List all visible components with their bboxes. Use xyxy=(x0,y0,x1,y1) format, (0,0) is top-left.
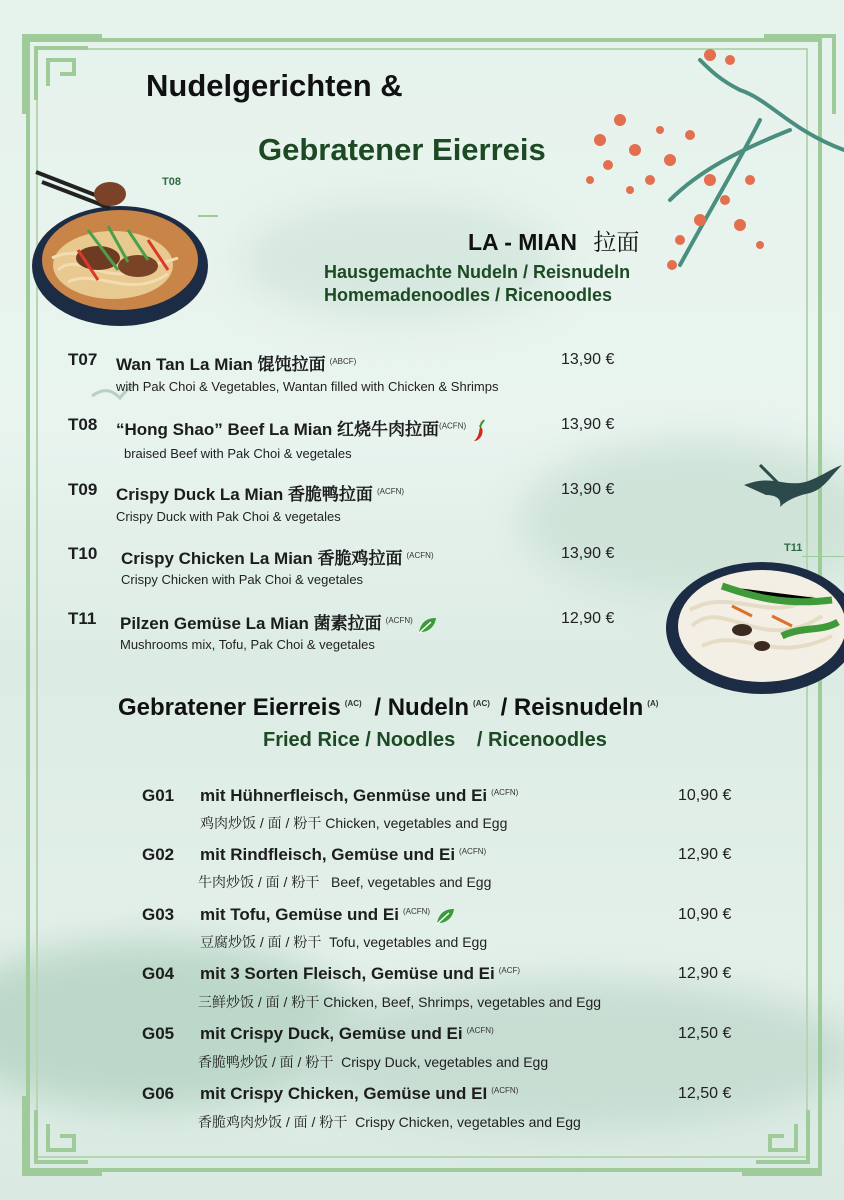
t08-dish-image-label: T08 xyxy=(162,176,181,188)
section-title-part: Gebratener Eierreis xyxy=(118,694,341,721)
item-name: mit Tofu, Gemüse und Ei xyxy=(200,905,399,924)
allergen-tag: (ABCF) xyxy=(329,356,357,366)
t08-beef-lamian-bowl-image xyxy=(28,170,218,330)
item-code: G05 xyxy=(142,1024,175,1043)
item-description: 香脆鸭炒饭 / 面 / 粉干 Crispy Duck, vegetables and Egg xyxy=(198,1054,549,1070)
fried-rice-section-title xyxy=(118,694,658,722)
item-price: 10,90 € xyxy=(678,906,732,923)
item-price: 12,90 € xyxy=(561,610,615,627)
section-title-part: / Nudeln xyxy=(374,694,470,721)
item-description: 豆腐炒饭 / 面 / 粉干 Tofu, vegetables and Egg xyxy=(200,934,488,950)
item-code: T11 xyxy=(68,609,97,628)
t11-dish-image-label: T11 xyxy=(784,542,803,554)
item-description: with Pak Choi & Vegetables, Wantan filled with Chicken & Shrimps xyxy=(116,379,499,394)
item-description: 鸡肉炒饭 / 面 / 粉干 Chicken, vegetables and Egg xyxy=(200,815,508,831)
item-price: 13,90 € xyxy=(561,545,615,562)
corner-ornament-bottom-right xyxy=(736,1090,826,1180)
lamian-subtitle-german: Hausgemachte Nudeln / Reisnudeln xyxy=(324,262,631,282)
allergen-tag: (ACFN) xyxy=(466,1025,494,1035)
item-description: 三鲜炒饭 / 面 / 粉干 Chicken, Beef, Shrimps, vegetables and Egg xyxy=(198,994,602,1010)
allergen-tag: (ACFN) xyxy=(376,486,405,496)
item-name-row xyxy=(200,964,520,984)
allergen-tag: (ACFN) xyxy=(385,615,413,625)
item-name: Crispy Chicken La Mian 香脆鸡拉面 xyxy=(121,549,403,568)
page-title-line1: Nudelgerichten & xyxy=(146,68,403,103)
item-code: T09 xyxy=(68,480,98,499)
allergen-tag: (ACF) xyxy=(498,965,521,975)
item-price: 12,50 € xyxy=(678,1085,732,1102)
item-name: mit Hühnerfleisch, Genmüse und Ei xyxy=(200,786,488,805)
item-name-row xyxy=(200,905,455,925)
item-price: 12,90 € xyxy=(678,965,732,982)
allergen-tag: (ACFN) xyxy=(406,550,434,560)
item-code: G04 xyxy=(142,964,175,983)
vegetarian-leaf-icon xyxy=(435,907,455,925)
item-name: Pilzen Gemüse La Mian 菌素拉面 xyxy=(120,614,382,633)
item-name-row xyxy=(121,544,434,569)
item-name-row xyxy=(116,350,356,375)
vegetarian-leaf-icon xyxy=(417,616,437,634)
allergen-tag: (ACFN) xyxy=(439,421,467,431)
item-code: G01 xyxy=(142,786,175,805)
allergen-tag: (A) xyxy=(647,699,659,708)
item-name: Wan Tan La Mian 馄饨拉面 xyxy=(116,355,326,374)
item-name-row xyxy=(200,845,486,865)
item-code: G02 xyxy=(142,845,175,864)
item-name-row xyxy=(200,1084,518,1104)
allergen-tag: (ACFN) xyxy=(491,1085,519,1095)
item-name: Crispy Duck La Mian 香脆鸭拉面 xyxy=(116,485,373,504)
section-title-part: / Reisnudeln xyxy=(500,694,644,721)
item-price: 12,50 € xyxy=(678,1025,732,1042)
allergen-tag: (ACFN) xyxy=(459,846,487,856)
item-name-row xyxy=(120,609,437,634)
item-name-row xyxy=(116,480,404,505)
page-title-line2: Gebratener Eierreis xyxy=(258,132,546,167)
item-code: T10 xyxy=(68,544,98,563)
item-price: 13,90 € xyxy=(561,416,615,433)
item-code: G06 xyxy=(142,1084,175,1103)
allergen-tag: (AC) xyxy=(473,699,490,708)
item-name-row xyxy=(200,1024,494,1044)
item-description: braised Beef with Pak Choi & vegetales xyxy=(124,446,352,461)
fried-rice-subtitle xyxy=(263,729,607,752)
item-description: 牛肉炒饭 / 面 / 粉干 Beef, vegetables and Egg xyxy=(198,874,492,890)
corner-ornament-bottom-left xyxy=(18,1090,108,1180)
corner-ornament-top-left xyxy=(18,30,108,120)
allergen-tag: (AC) xyxy=(344,699,362,708)
item-name: mit Rindfleisch, Gemüse und Ei xyxy=(200,845,456,864)
lamian-chinese-text: 拉面 xyxy=(593,229,640,255)
item-name: “Hong Shao” Beef La Mian 红烧牛肉拉面 xyxy=(116,420,440,439)
allergen-tag: (ACFN) xyxy=(491,787,519,797)
swallow-bird-illustration xyxy=(740,455,844,515)
item-name: mit 3 Sorten Fleisch, Gemüse und Ei xyxy=(200,964,495,983)
item-price: 13,90 € xyxy=(561,351,615,368)
subtitle-part: Fried Rice / Noodles xyxy=(263,729,456,751)
lamian-section-title xyxy=(468,224,639,257)
item-name: mit Crispy Chicken, Gemüse und EI xyxy=(200,1084,488,1103)
item-name: mit Crispy Duck, Gemüse und Ei xyxy=(200,1024,463,1043)
t11-mushroom-lamian-bowl-image xyxy=(662,556,844,696)
lamian-title-text: LA - MIAN xyxy=(468,229,578,255)
allergen-tag: (ACFN) xyxy=(402,906,431,916)
item-price: 10,90 € xyxy=(678,787,732,804)
item-description: Crispy Duck with Pak Choi & vegetales xyxy=(116,509,341,524)
subtitle-part: / Ricenoodles xyxy=(476,729,607,751)
item-code: T07 xyxy=(68,350,98,369)
item-name-row xyxy=(116,415,487,443)
item-price: 12,90 € xyxy=(678,846,732,863)
item-description: Crispy Chicken with Pak Choi & vegetales xyxy=(121,572,364,587)
item-name-row xyxy=(200,786,518,806)
item-description: Mushrooms mix, Tofu, Pak Choi & vegetales xyxy=(120,637,375,652)
lamian-subtitle-english: Homemadenoodles / Ricenoodles xyxy=(324,285,613,305)
item-code: T08 xyxy=(68,415,98,434)
item-price: 13,90 € xyxy=(561,481,615,498)
chili-spicy-icon xyxy=(471,419,487,443)
item-description: 香脆鸡肉炒饭 / 面 / 粉干 Crispy Chicken, vegetables and Egg xyxy=(198,1114,581,1130)
item-code: G03 xyxy=(142,905,175,924)
